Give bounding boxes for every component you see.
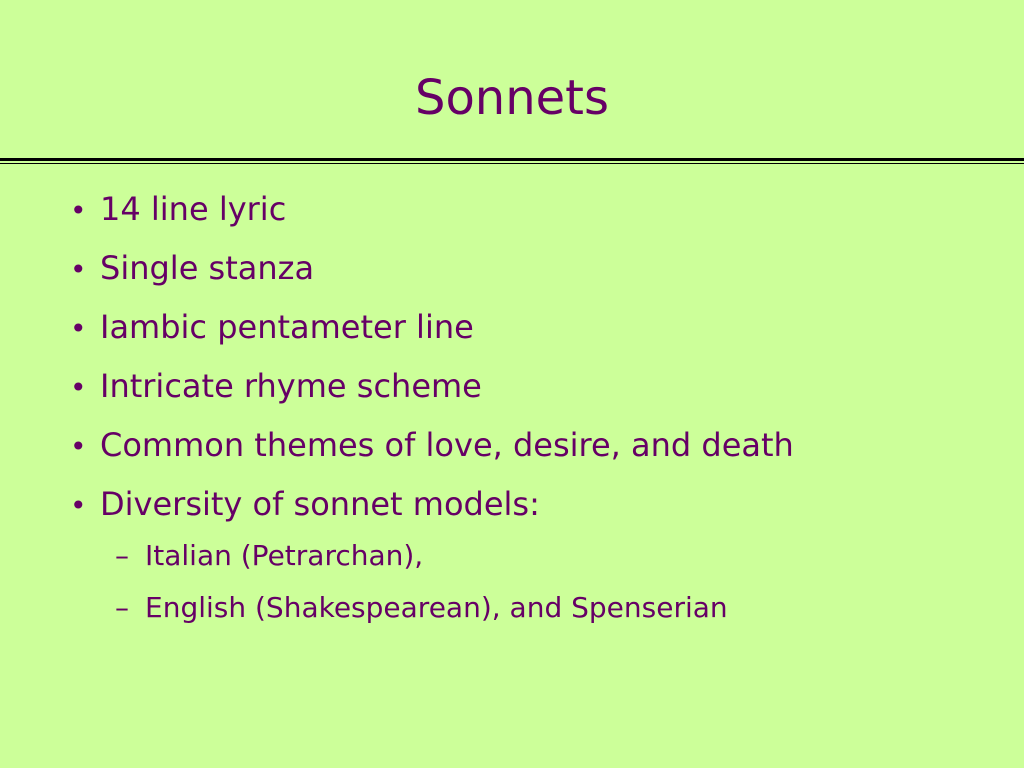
bullet-item: [70, 475, 1010, 534]
bullet-list: [70, 180, 1010, 634]
bullet-symbol: •: [70, 194, 87, 227]
bullet-text: Intricate rhyme scheme: [100, 367, 482, 405]
sub-bullet-symbol: –: [115, 539, 129, 572]
bullet-symbol: •: [70, 430, 87, 463]
bullet-symbol: •: [70, 312, 87, 345]
bullet-text: Iambic pentameter line: [100, 308, 474, 346]
sub-bullet-text: English (Shakespearean), and Spenserian: [145, 591, 728, 624]
title-divider-thin: [0, 163, 1024, 164]
bullet-symbol: •: [70, 489, 87, 522]
sub-bullet-list: [70, 530, 1010, 634]
sub-bullet-item: [115, 582, 1010, 634]
bullet-text: 14 line lyric: [100, 190, 287, 228]
sub-bullet-text: Italian (Petrarchan),: [145, 539, 424, 572]
sub-bullet-symbol: –: [115, 591, 129, 624]
bullet-symbol: •: [70, 253, 87, 286]
bullet-text: Diversity of sonnet models:: [100, 485, 540, 523]
bullet-symbol: •: [70, 371, 87, 404]
bullet-item: [70, 416, 1010, 475]
bullet-text: Common themes of love, desire, and death: [100, 426, 794, 464]
bullet-text: Single stanza: [100, 249, 315, 287]
bullet-item: [70, 298, 1010, 357]
bullet-item: [70, 180, 1010, 239]
slide-title: Sonnets: [414, 70, 610, 126]
bullet-item: [70, 357, 1010, 416]
bullet-item: [70, 239, 1010, 298]
sub-bullet-item: [115, 530, 1010, 582]
title-divider-thick: [0, 158, 1024, 161]
sub-bullet-group: [70, 530, 1010, 634]
